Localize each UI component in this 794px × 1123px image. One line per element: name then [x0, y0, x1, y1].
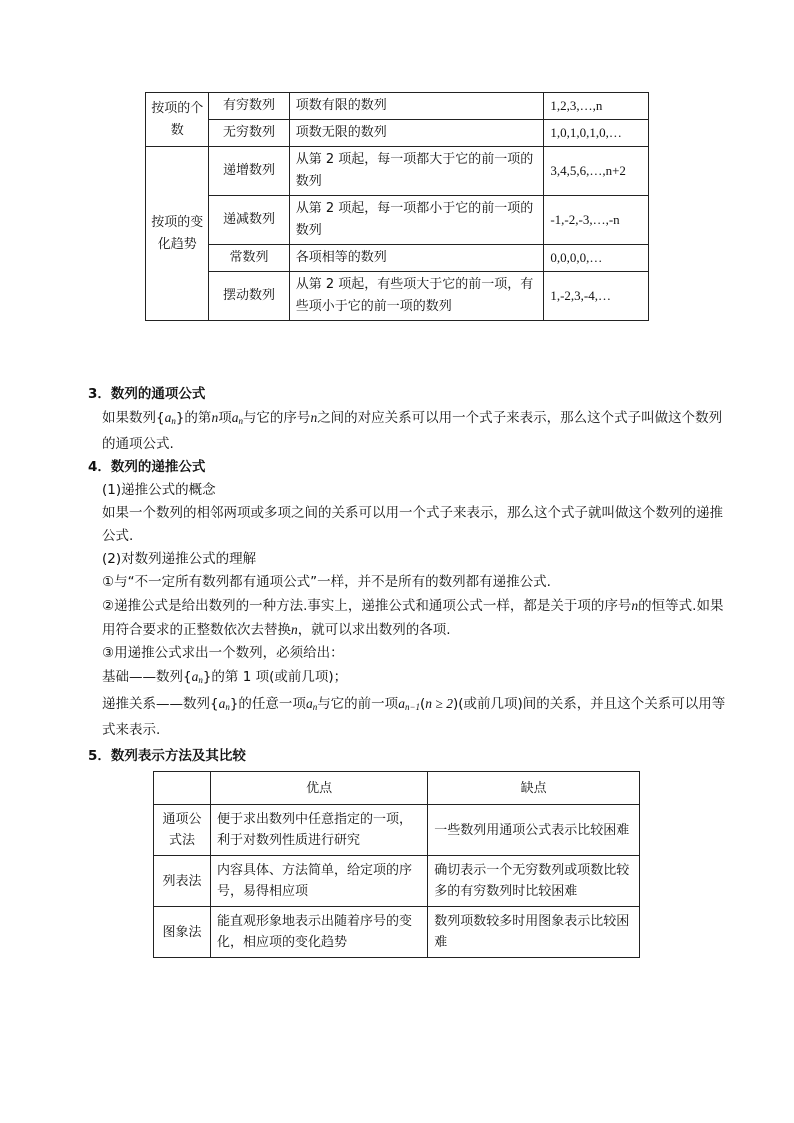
method-name: 图象法 — [154, 907, 211, 958]
section-5 — [88, 745, 728, 768]
group-by-trend: 按项的变化趋势 — [146, 147, 209, 321]
table-header-row — [154, 772, 640, 805]
type-name: 摆动数列 — [209, 272, 289, 321]
section-heading: 5．数列表示方法及其比较 — [88, 748, 246, 764]
method-pros: 便于求出数列中任意指定的一项，利于对数列性质进行研究 — [211, 805, 428, 856]
section-3 — [88, 383, 728, 456]
type-example: -1,-2,-3,…,-n — [544, 196, 649, 245]
table-row — [154, 805, 640, 856]
subheading: (2)对数列递推公式的理解 — [102, 551, 257, 567]
header-pros: 优点 — [211, 772, 428, 805]
type-example: 1,0,1,0,1,0,… — [544, 120, 649, 147]
type-name: 递增数列 — [209, 147, 289, 196]
list-item: ①与“不一定所有数列都有通项公式”一样，并不是所有的数列都有递推公式. — [102, 574, 551, 590]
table-row — [146, 245, 649, 272]
type-example: 0,0,0,0,… — [544, 245, 649, 272]
table-row — [146, 272, 649, 321]
method-cons: 一些数列用通项公式表示比较困难 — [428, 805, 640, 856]
type-name: 常数列 — [209, 245, 289, 272]
type-example: 3,4,5,6,…,n+2 — [544, 147, 649, 196]
sequence-classification-table — [145, 92, 649, 321]
table-row — [146, 196, 649, 245]
type-desc: 项数无限的数列 — [289, 120, 544, 147]
paragraph: 递推关系——数列$\{a_n\}$的任意一项$a_n$与它的前一项$a_{n-1}(n \ge 2)$(或前几项)间的关系，并且这个关系可以用等式来表示. — [102, 696, 726, 738]
type-example: 1,-2,3,-4,… — [544, 272, 649, 321]
header-cons: 缺点 — [428, 772, 640, 805]
method-name: 通项公式法 — [154, 805, 211, 856]
type-name: 递减数列 — [209, 196, 289, 245]
method-cons: 数列项数较多时用图象表示比较困难 — [428, 907, 640, 958]
type-name: 无穷数列 — [209, 120, 289, 147]
section-heading: 4．数列的递推公式 — [88, 459, 206, 475]
paragraph: 如果数列$\{a_n\}$的第n项$a_n$与它的序号n之间的对应关系可以用一个式子来表示，那么这个式子叫做这个数列的通项公式. — [102, 410, 723, 452]
type-desc: 从第 2 项起，有些项大于它的前一项，有些项小于它的前一项的数列 — [289, 272, 544, 321]
method-pros: 内容具体、方法简单，给定项的序号，易得相应项 — [211, 856, 428, 907]
table-row — [146, 120, 649, 147]
type-desc: 从第 2 项起，每一项都小于它的前一项的数列 — [289, 196, 544, 245]
type-desc: 从第 2 项起，每一项都大于它的前一项的数列 — [289, 147, 544, 196]
table-row — [146, 147, 649, 196]
type-desc: 各项相等的数列 — [289, 245, 544, 272]
method-pros: 能直观形象地表示出随着序号的变化，相应项的变化趋势 — [211, 907, 428, 958]
list-item: ③用递推公式求出一个数列，必须给出： — [102, 645, 344, 661]
representation-comparison-table — [153, 771, 640, 958]
list-item: ②递推公式是给出数列的一种方法.事实上，递推公式和通项公式一样，都是关于项的序号n的恒等式.如果用符合要求的正整数依次去替换n，就可以求出数列的各项. — [102, 598, 724, 638]
table-row — [154, 907, 640, 958]
subheading: (1)递推公式的概念 — [102, 482, 216, 498]
type-name: 有穷数列 — [209, 93, 289, 120]
section-4 — [88, 456, 728, 742]
section-heading: 3．数列的通项公式 — [88, 386, 206, 402]
table-row — [146, 93, 649, 120]
table-row — [154, 856, 640, 907]
group-by-count: 按项的个数 — [146, 93, 209, 147]
paragraph: 基础——数列$\{a_n\}$的第 1 项(或前几项)； — [102, 669, 348, 685]
type-desc: 项数有限的数列 — [289, 93, 544, 120]
method-cons: 确切表示一个无穷数列或项数比较多的有穷数列时比较困难 — [428, 856, 640, 907]
method-name: 列表法 — [154, 856, 211, 907]
paragraph: 如果一个数列的相邻两项或多项之间的关系可以用一个式子来表示，那么这个式子就叫做这个数列的递推公式. — [102, 505, 723, 544]
type-example: 1,2,3,…,n — [544, 93, 649, 120]
header-blank — [154, 772, 211, 805]
